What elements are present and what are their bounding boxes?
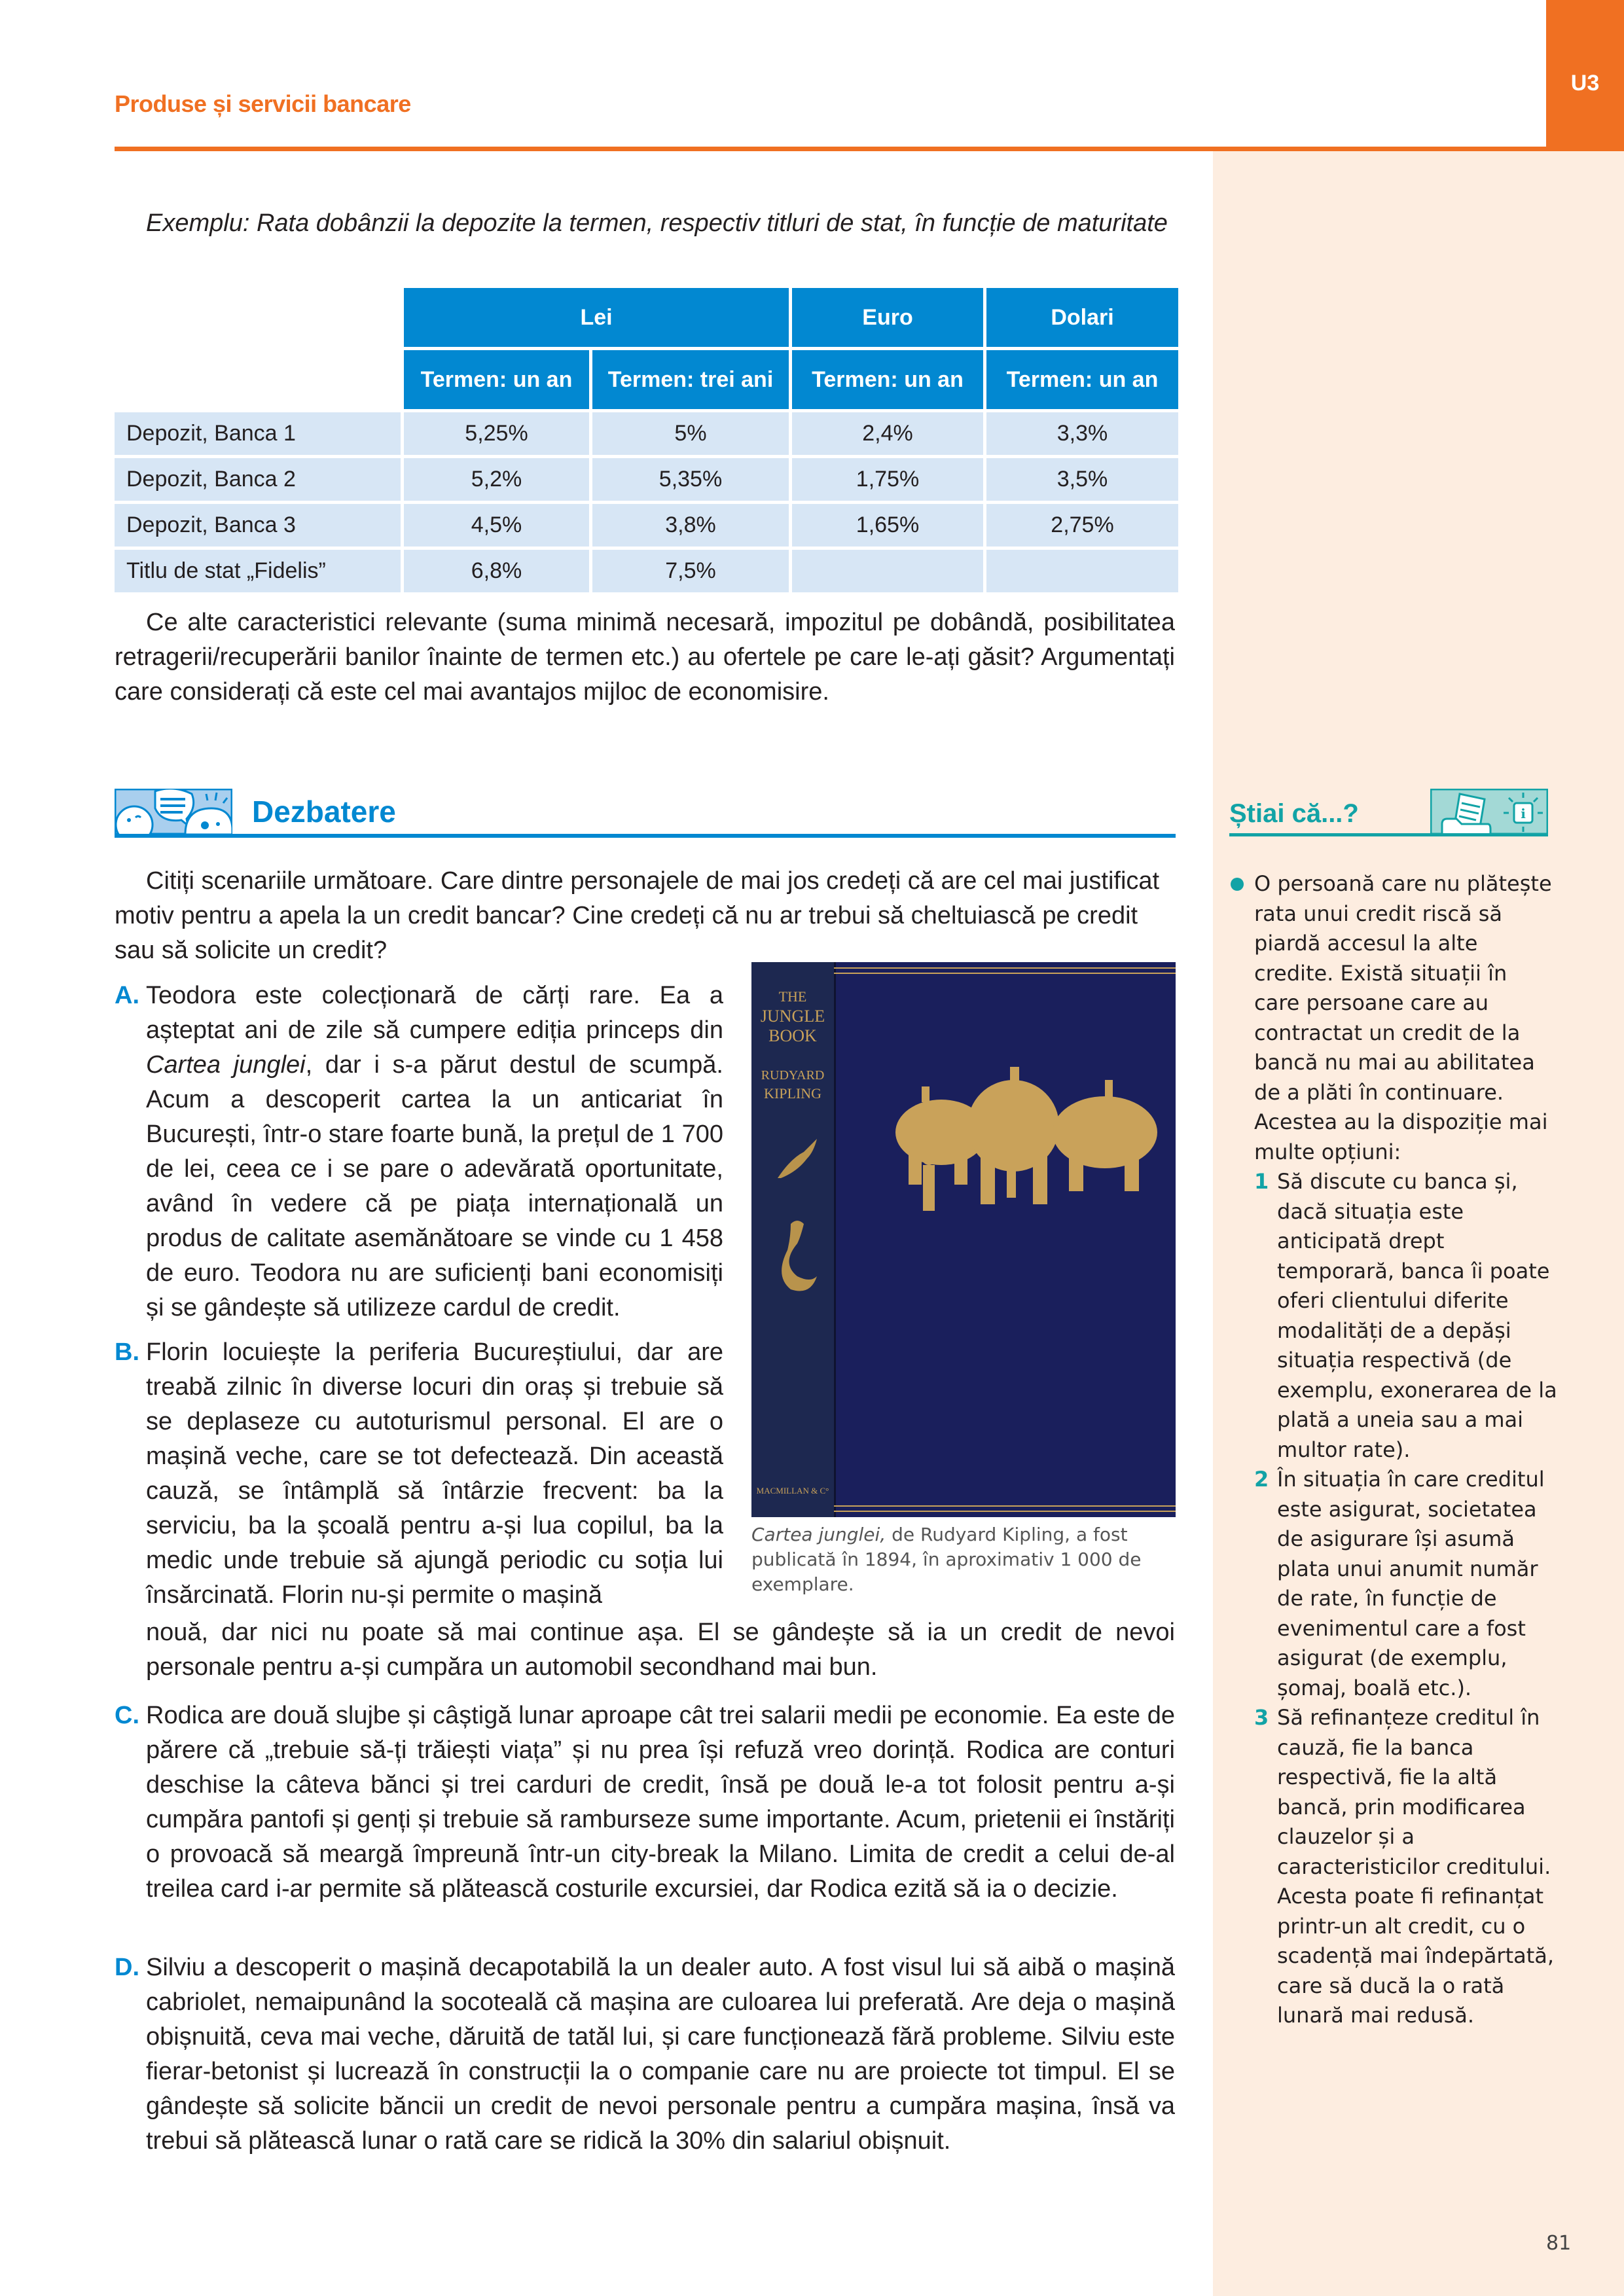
header-divider — [115, 147, 1624, 151]
rate-cell: 5,35% — [592, 458, 789, 501]
table-corner — [115, 350, 401, 409]
table-row — [115, 504, 1178, 547]
scenario-item-c — [115, 1698, 1175, 1907]
book-cover-image — [751, 962, 1176, 1517]
cover-border — [834, 1505, 1176, 1512]
item-text: , dar i s-a părut destul de scumpă. Acum a descoperit cartea la un anticariat în București, într-o stare foarte bună, la prețul de 1 700 de lei, ceea ce i se pare o adevărată oportunitate, având în vedere că pe piața internațională un produs de calitate asemănătoare se vinde cu 1 458 de euro. Teodora nu are suficienți bani economisiți și se gândește să utilizeze cardul de credit. — [146, 1051, 723, 1321]
bullet-icon — [1231, 878, 1244, 891]
table-row — [115, 458, 1178, 501]
currency-header-lei: Lei — [404, 288, 789, 347]
option-text: Să refinanțeze creditul în cauză, fie la banca respectivă, fie la altă bancă, prin modificarea clauzelor și a caracteristicilor creditului. Acesta poate fi refinanțat printr-un alt credit, cu o scadență mai îndepărtată, care să ducă la o rată lunară mai redusă. — [1277, 1705, 1555, 2028]
item-letter: B. — [115, 1338, 139, 1366]
cover-border — [834, 967, 1176, 974]
option-number: 1 — [1254, 1169, 1269, 1194]
rate-cell: 1,65% — [792, 504, 983, 547]
spine-text: RUDYARD — [761, 1068, 825, 1083]
currency-header-dolari: Dolari — [986, 288, 1178, 347]
rate-cell: 5,2% — [404, 458, 589, 501]
table-intro-text: Exemplu: Rata dobânzii la depozite la termen, respectiv titluri de stat, în funcție de maturitate — [146, 209, 1168, 237]
rate-cell: 4,5% — [404, 504, 589, 547]
caption-book-title: Cartea junglei, — [751, 1524, 886, 1545]
did-you-know-title: Știai că...? — [1229, 799, 1359, 828]
item-letter: C. — [115, 1702, 139, 1729]
row-label: Depozit, Banca 2 — [115, 458, 401, 501]
elephants-illustration-icon — [882, 1067, 1170, 1224]
did-you-know-content — [1231, 869, 1558, 2031]
item-text: Silviu a descoperit o mașină decapotabilă la un dealer auto. A fost visul lui să aibă o mașină cabriolet, nemaipunând la socoteală că mașina are culoarea lui preferată. Are deja o mașină obișnuită, ceva mai veche, dăruită de tatăl lui, și care funcționează fără probleme. Silviu este fierar-betonist și lucrează în construcții la o companie care nu are proiecte tot timpul. El se gândește să solicite băncii un credit de nevoi personale pentru a cumpăra mașina, însă va trebui să plătească lunar o rată care se ridică la 30% din salariul obișnuit. — [146, 1954, 1175, 2155]
option-number: 2 — [1254, 1467, 1269, 1492]
item-letter: A. — [115, 982, 139, 1009]
spine-text: BOOK — [768, 1026, 817, 1045]
spine-publisher: MACMILLAN & C° — [756, 1486, 829, 1496]
unit-tab — [1546, 0, 1624, 148]
rate-cell: 3,8% — [592, 504, 789, 547]
term-header: Termen: un an — [792, 350, 983, 409]
rate-cell — [986, 550, 1178, 592]
table-row — [115, 550, 1178, 592]
row-label: Titlu de stat „Fidelis” — [115, 550, 401, 592]
figure-caption — [751, 1522, 1183, 1597]
item-text: Teodora este colecționară de cărți rare. Ea a așteptat ani de zile să cumpere ediția princeps din — [146, 982, 723, 1044]
row-label: Depozit, Banca 1 — [115, 412, 401, 455]
table-row — [115, 412, 1178, 455]
question-paragraph — [115, 605, 1175, 709]
caption-text: de Rudyard Kipling, a fost publicată în 1894, în aproximativ 1 000 de exemplare. — [751, 1524, 1142, 1595]
did-you-know-divider — [1229, 833, 1548, 836]
scenario-item-b — [115, 1335, 723, 1613]
did-you-know-lead: O persoană care nu plătește rata unui credit riscă să piardă accesul la alte credite. Există situații în care persoane care au contractat un credit de la bancă nu mai au abilitatea de a plăti în continuare. Acestea au la dispoziție mai multe opțiuni: — [1254, 871, 1552, 1164]
term-header: Termen: un an — [986, 350, 1178, 409]
rate-cell: 5,25% — [404, 412, 589, 455]
debate-icon — [115, 789, 232, 834]
interest-rates-table — [111, 285, 1182, 596]
table-corner — [115, 288, 401, 347]
spine-ornament-icon — [765, 1132, 823, 1302]
table-intro — [115, 206, 1175, 240]
spine-text: KIPLING — [764, 1085, 821, 1102]
debate-divider — [115, 834, 1176, 838]
option-number: 3 — [1254, 1705, 1269, 1730]
rate-cell: 5% — [592, 412, 789, 455]
book-title: Cartea junglei — [146, 1051, 306, 1079]
spine-text: JUNGLE — [760, 1007, 825, 1026]
debate-title: Dezbatere — [252, 795, 396, 829]
rate-cell: 3,3% — [986, 412, 1178, 455]
did-you-know-icon — [1430, 789, 1548, 834]
scenario-item-d — [115, 1950, 1175, 2159]
rate-cell: 6,8% — [404, 550, 589, 592]
scenarios-intro — [115, 864, 1175, 968]
page-number: 81 — [1546, 2232, 1572, 2255]
scenario-item-a — [115, 978, 723, 1325]
option-item — [1254, 1703, 1558, 2031]
option-item — [1254, 1465, 1558, 1703]
rate-cell: 7,5% — [592, 550, 789, 592]
item-text: Rodica are două slujbe și câștigă lunar aproape cât trei salarii medii pe economie. Ea este de părere că „trebuie să-ți trăiești viața” și nu prea își refuză vreo dorință. Rodica are conturi deschise la câteva bănci și trei carduri de credit, însă pe două le-a tot folosit pentru a-și cumpăra pantofi și genți și trebuie să ramburseze sume importante. Acum, prietenii ei înstăriți o provoacă să meargă împreună într-un city-break la Milano. Limita de credit a celui de-al treilea card i-ar permite să plătească costurile excursiei, dar Rodica ezită să ia o decizie. — [146, 1702, 1175, 1903]
currency-header-euro: Euro — [792, 288, 983, 347]
rate-cell: 3,5% — [986, 458, 1178, 501]
rate-cell: 1,75% — [792, 458, 983, 501]
item-text: Florin locuiește la periferia Bucureștiului, dar are treabă zilnic în diverse locuri din oraș și trebuie să se deplaseze cu autoturismul personal. El are o mașină veche, care se tot defectează. Din această cauză, se întâmplă să întârzie frecvent: ba la serviciu, ba la școală pentru a-și lua copilul, ba la medic unde trebuie să ajungă periodic cu soția lui însărcinată. Florin nu-și permite o mașină — [146, 1338, 723, 1609]
rate-cell: 2,75% — [986, 504, 1178, 547]
spine-text: THE — [778, 988, 807, 1005]
unit-label: U3 — [1570, 71, 1600, 96]
item-text-continued: nouă, dar nici nu poate să mai continue așa. El se gândește să ia un credit de nevoi personale pentru a-și cumpăra un automobil secondhand mai bun. — [146, 1619, 1175, 1681]
scenarios-intro-text: Citiți scenariile următoare. Care dintre personajele de mai jos credeți că are cel mai justificat motiv pentru a apela la un credit bancar? Cine credeți că nu ar trebui să cheltuiască pe credit sau să solicite un credit? — [115, 867, 1160, 964]
term-header: Termen: trei ani — [592, 350, 789, 409]
book-spine — [751, 962, 836, 1517]
option-item — [1254, 1167, 1558, 1465]
rate-cell: 2,4% — [792, 412, 983, 455]
rate-cell — [792, 550, 983, 592]
svg-text:i: i — [1521, 806, 1526, 821]
option-text: Să discute cu banca și, dacă situația este anticipată drept temporară, banca îi poate oferi clientului diferite modalități de a depăși situația respectivă (de exemplu, exonerarea de la plată a uneia sau a mai multor rate). — [1277, 1169, 1557, 1462]
row-label: Depozit, Banca 3 — [115, 504, 401, 547]
question-text: Ce alte caracteristici relevante (suma minimă necesară, impozitul pe dobândă, posibilitatea retragerii/recuperării banilor înainte de termen etc.) au ofertele pe care le-ați găsit? Argumentați care considerați că este cel mai avantajos mijloc de economisire. — [115, 609, 1175, 706]
term-header: Termen: un an — [404, 350, 589, 409]
option-text: În situația în care creditul este asigurat, societatea de asigurare își asumă plata unui anumit număr de rate, în funcție de evenimentul care a fost asigurat (de exemplu, șomaj, boală etc.). — [1277, 1467, 1545, 1700]
section-title: Produse și servicii bancare — [115, 90, 411, 117]
item-letter: D. — [115, 1954, 139, 1981]
